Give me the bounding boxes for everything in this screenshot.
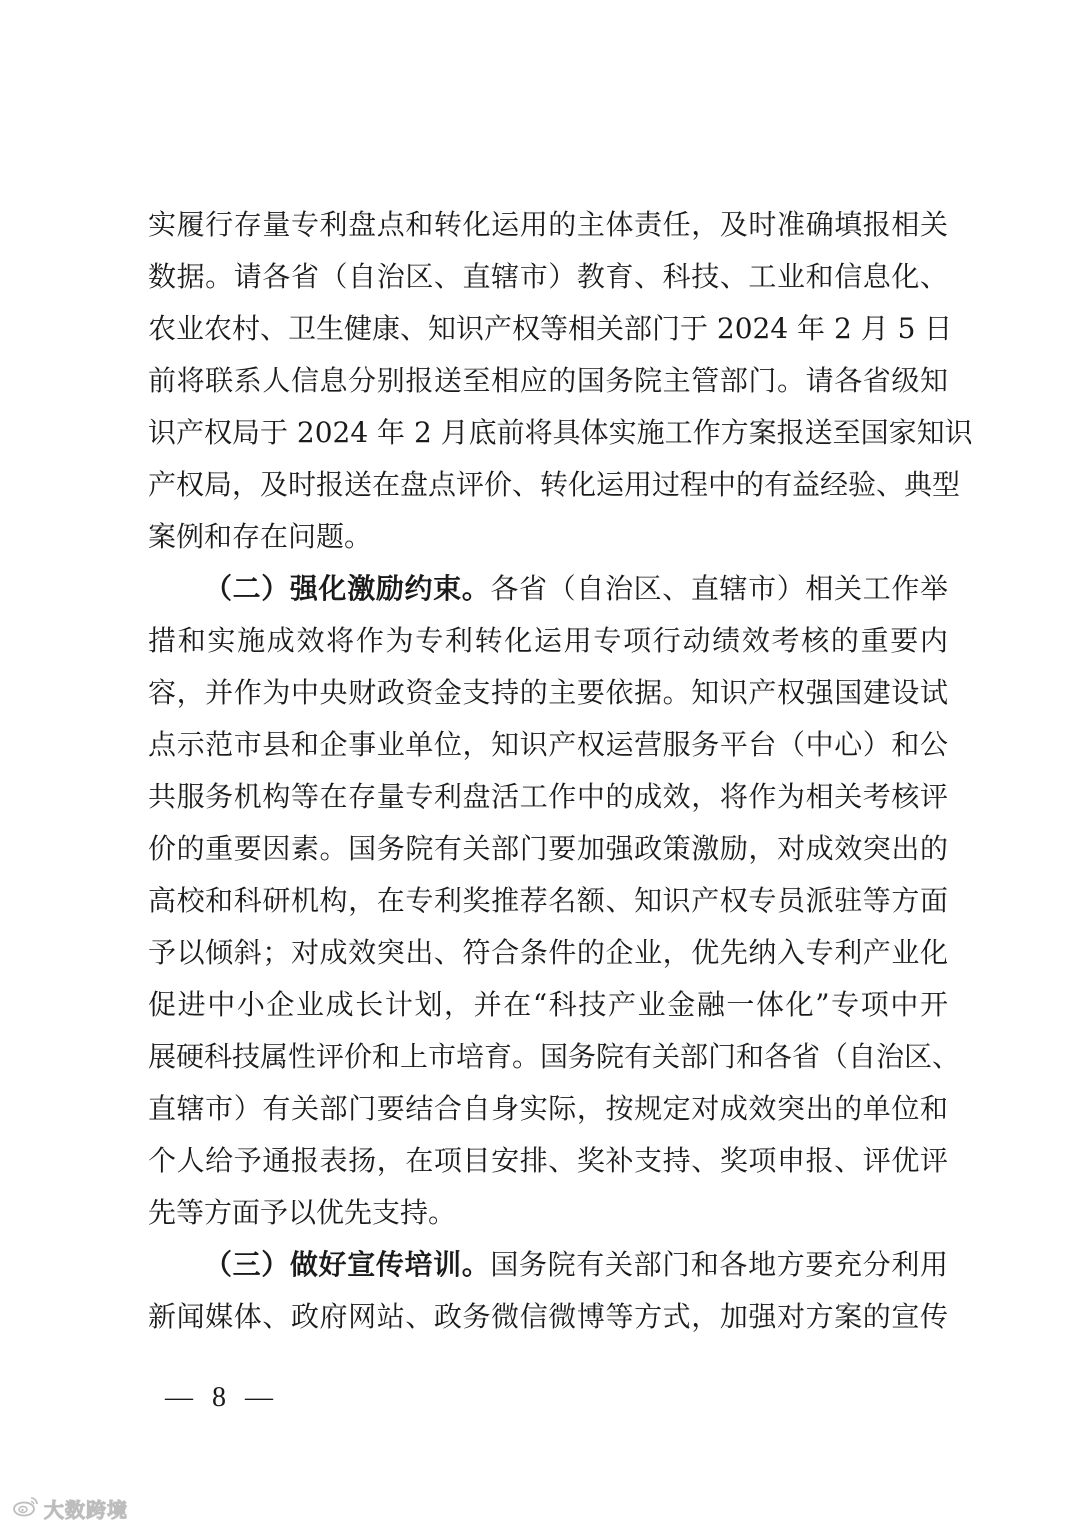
section-heading-line (148, 1240, 948, 1290)
text-line: 共服务机构等在存量专利盘活工作中的成效，将作为相关考核评 (148, 780, 948, 813)
text-line: 前将联系人信息分别报送至相应的国务院主管部门。请各省级知 (148, 364, 948, 397)
text-line: 农业农村、卫生健康、知识产权等相关部门于 2024 年 2 月 5 日 (148, 312, 953, 345)
text-line: 先等方面予以优先支持。 (148, 1196, 457, 1229)
text-line: 产权局，及时报送在盘点评价、转化运用过程中的有益经验、典型 (148, 468, 961, 501)
text-line: 国务院有关部门和各地方要充分利用 (490, 1248, 948, 1281)
text-line: 案例和存在问题。 (148, 520, 373, 553)
text-line: 措和实施成效将作为专利转化运用专项行动绩效考核的重要内 (148, 624, 948, 657)
text-line: 促进中小企业成长计划，并在“科技产业金融一体化”专项中开 (148, 988, 948, 1021)
text-line: 实履行存量专利盘点和转化运用的主体责任，及时准确填报相关 (148, 208, 948, 241)
text-line: 予以倾斜；对成效突出、符合条件的企业，优先纳入专利产业化 (148, 936, 948, 969)
page-number: — 8 — (165, 1382, 279, 1413)
text-line: 展硬科技属性评价和上市培育。国务院有关部门和各省（自治区、 (148, 1040, 961, 1073)
weibo-logo-icon (12, 1495, 40, 1521)
text-line: 直辖市）有关部门要结合自身实际，按规定对成效突出的单位和 (148, 1092, 948, 1125)
section-heading-line (148, 564, 948, 614)
text-line: 新闻媒体、政府网站、政务微信微博等方式，加强对方案的宣传 (148, 1300, 948, 1333)
text-line: 各省（自治区、直辖市）相关工作举 (490, 572, 948, 605)
section-heading: （三）做好宣传培训。 (204, 1248, 491, 1281)
text-line: 数据。请各省（自治区、直辖市）教育、科技、工业和信息化、 (148, 260, 948, 293)
text-line: 价的重要因素。国务院有关部门要加强政策激励，对成效突出的 (148, 832, 948, 865)
text-line: 点示范市县和企事业单位，知识产权运营服务平台（中心）和公 (148, 728, 948, 761)
watermark-text: 大数跨境 (44, 1497, 128, 1522)
text-line: 个人给予通报表扬，在项目安排、奖补支持、奖项申报、评优评 (148, 1144, 948, 1177)
watermark (12, 1494, 128, 1522)
section-heading: （二）强化激励约束。 (204, 572, 491, 605)
text-line: 容，并作为中央财政资金支持的主要依据。知识产权强国建设试 (148, 676, 948, 709)
text-line: 高校和科研机构，在专利奖推荐名额、知识产权专员派驻等方面 (148, 884, 948, 917)
text-line: 识产权局于 2024 年 2 月底前将具体实施工作方案报送至国家知识 (148, 416, 973, 449)
